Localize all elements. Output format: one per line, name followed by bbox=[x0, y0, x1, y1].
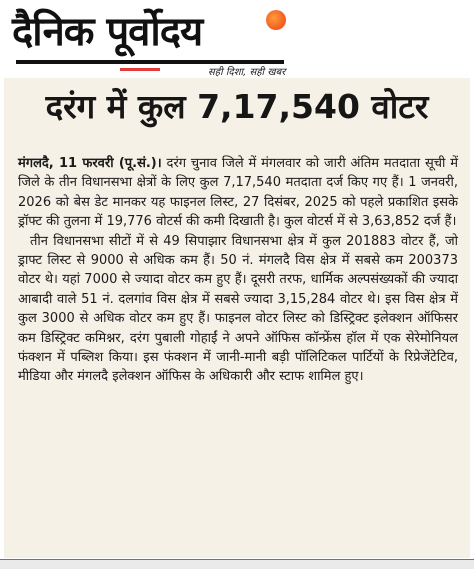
bottom-band bbox=[0, 560, 474, 569]
paragraph-1-text: दरंग चुनाव जिले में मंगलवार को जारी अंतिम मतदाता सूची में जिले के तीन विधानसभा क्षेत्रों के लिए कुल 7,17,540 मतदाता दर्ज किए गए हैं। 1 जनवरी, 2026 को बेस डेट मानकर यह फाइनल लिस्ट, 27 दिसंबर, 2025 को पहले प्रकाशित इसके ड्रॉफ्ट की तुलना में 19,776 वोटर्स की कमी दिखाती है। कुल वोटर्स में से 3,63,852 दर्ज हैं। bbox=[18, 156, 458, 230]
article-body bbox=[18, 154, 458, 387]
paragraph-2: तीन विधानसभा सीटों में से 49 सिपाझार विधानसभा क्षेत्र में कुल 201883 वोटर हैं, जो ड्राफ्ट लिस्ट से 9000 से अधिक कम हैं। 50 नं. मंगलदै विस क्षेत्र में सबसे कम 200373 वोटर थे। यहां 7000 से ज्यादा वोटर कम हुए हैं। दूसरी तरफ, धार्मिक अल्पसंख्यकों की ज्यादा आबादी वाले 51 नं. दलगांव विस क्षेत्र में सबसे ज्यादा 3,15,284 वोटर थे। इस विस क्षेत्र में कुल 3000 से अधिक वोटर कम हुए हैं। फाइनल वोटर लिस्ट को डिस्ट्रिक्ट इलेक्शन ऑफिसर कम डिस्ट्रिक्ट कमिश्नर, दरंग पुबाली गोहाईं ने अपने ऑफिस कॉन्फ्रेंस हॉल में एक सेरेमोनियल फंक्शन में पब्लिश किया। इस फंक्शन में जानी-मानी बड़ी पॉलिटिकल पार्टियों के रिप्रेजेंटेटिव, मीडिया और मंगलदै इलेक्शन ऑफिस के अधिकारी और स्टाफ शामिल हुए। bbox=[18, 233, 458, 385]
tagline: सही दिशा, सही खबर bbox=[208, 67, 286, 78]
logo-text: दैनिक पूर्वोदय bbox=[12, 9, 203, 55]
paragraph-1 bbox=[18, 154, 458, 232]
masthead-red-mark bbox=[120, 68, 160, 71]
headline: दरंग में कुल 7,17,540 वोटर bbox=[45, 87, 429, 126]
newspaper-logo bbox=[12, 6, 286, 78]
masthead bbox=[0, 0, 474, 78]
sun-icon bbox=[266, 10, 286, 30]
article-clipping bbox=[4, 78, 470, 558]
dateline: मंगलदै, 11 फरवरी (पू.सं.)। bbox=[18, 156, 162, 171]
